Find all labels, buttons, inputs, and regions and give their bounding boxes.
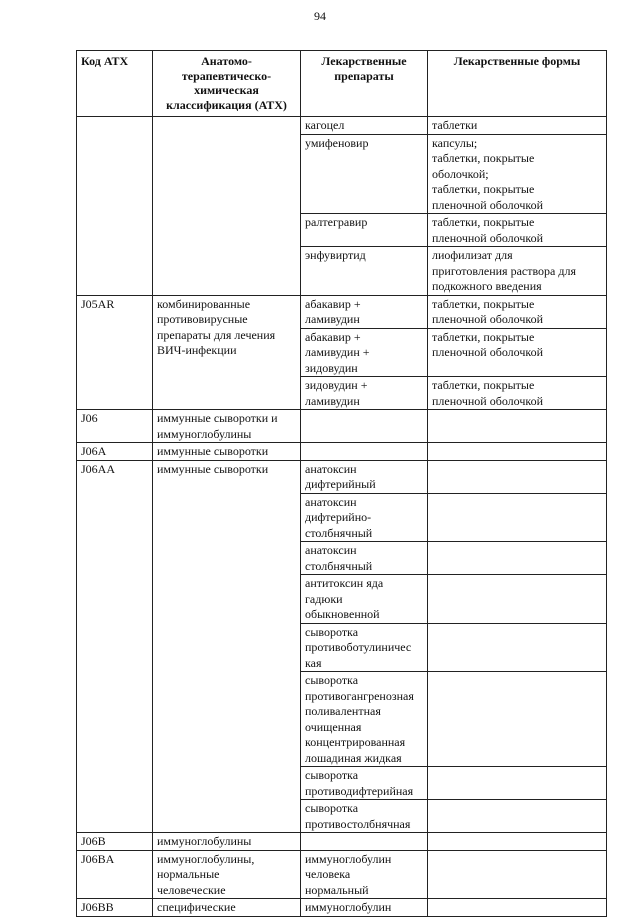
dosage-form-cell (428, 850, 607, 899)
header-drugs: Лекарственные препараты (301, 51, 428, 117)
dosage-form-cell: таблетки, покрытые пленочной оболочкой (428, 328, 607, 377)
dosage-form-cell: таблетки, покрытые пленочной оболочкой (428, 377, 607, 410)
dosage-form-cell (428, 833, 607, 851)
header-atc-code: Код АТХ (77, 51, 153, 117)
atc-classification-cell: иммуноглобулины, нормальные человеческие (153, 850, 301, 899)
drug-name-cell: сыворотка противодифтерийная (301, 767, 428, 800)
drug-name-cell: ралтегравир (301, 214, 428, 247)
dosage-form-cell (428, 800, 607, 833)
drug-name-cell: зидовудин + ламивудин (301, 377, 428, 410)
atc-classification-cell: иммуноглобулины (153, 833, 301, 851)
atc-code-cell: J05AR (77, 295, 153, 410)
dosage-form-cell (428, 575, 607, 624)
atc-classification-cell: комбинированные противовирусные препараты для лечения ВИЧ-инфекции (153, 295, 301, 410)
dosage-form-cell (428, 899, 607, 917)
table-row (77, 899, 607, 917)
atc-code-cell (77, 117, 153, 296)
drug-name-cell: энфувиртид (301, 247, 428, 296)
table-row (77, 460, 607, 493)
table-row (77, 443, 607, 461)
drug-name-cell: сыворотка противогангренозная поливалентная очищенная концентрированная лошадиная жидкая (301, 672, 428, 767)
drug-name-cell: абакавир + ламивудин (301, 295, 428, 328)
drug-name-cell: абакавир + ламивудин + зидовудин (301, 328, 428, 377)
table-row (77, 295, 607, 328)
atc-classification-cell (153, 117, 301, 296)
dosage-form-cell (428, 443, 607, 461)
table-row (77, 850, 607, 899)
dosage-form-cell: лиофилизат для приготовления раствора для подкожного введения (428, 247, 607, 296)
dosage-form-cell: таблетки (428, 117, 607, 135)
table-header-row (77, 51, 607, 117)
atc-code-cell: J06 (77, 410, 153, 443)
drug-name-cell (301, 833, 428, 851)
drug-name-cell: антитоксин яда гадюки обыкновенной (301, 575, 428, 624)
atc-classification-cell: специфические (153, 899, 301, 917)
atc-code-cell: J06B (77, 833, 153, 851)
dosage-form-cell (428, 767, 607, 800)
header-atc-classification: Анатомо- терапевтическо- химическая классификация (АТХ) (153, 51, 301, 117)
drug-name-cell: анатоксин дифтерийно- столбнячный (301, 493, 428, 542)
drug-name-cell: иммуноглобулин (301, 899, 428, 917)
drug-name-cell: кагоцел (301, 117, 428, 135)
drug-name-cell (301, 443, 428, 461)
atc-code-cell: J06BB (77, 899, 153, 917)
header-dosage-forms: Лекарственные формы (428, 51, 607, 117)
dosage-form-cell: таблетки, покрытые пленочной оболочкой (428, 295, 607, 328)
dosage-form-cell (428, 493, 607, 542)
atc-classification-cell: иммунные сыворотки и иммуноглобулины (153, 410, 301, 443)
dosage-form-cell (428, 410, 607, 443)
page-number: 94 (314, 9, 326, 23)
table-row (77, 833, 607, 851)
atc-code-cell: J06AA (77, 460, 153, 833)
dosage-form-cell (428, 460, 607, 493)
drug-name-cell: умифеновир (301, 134, 428, 214)
dosage-form-cell: капсулы; таблетки, покрытые оболочкой; таблетки, покрытые пленочной оболочкой (428, 134, 607, 214)
dosage-form-cell (428, 542, 607, 575)
atc-code-cell: J06BA (77, 850, 153, 899)
dosage-form-cell (428, 672, 607, 767)
table-row (77, 410, 607, 443)
dosage-form-cell (428, 623, 607, 672)
atc-code-cell: J06A (77, 443, 153, 461)
drug-name-cell: сыворотка противостолбнячная (301, 800, 428, 833)
dosage-form-cell: таблетки, покрытые пленочной оболочкой (428, 214, 607, 247)
drug-name-cell: анатоксин столбнячный (301, 542, 428, 575)
drug-name-cell (301, 410, 428, 443)
atc-classification-cell: иммунные сыворотки (153, 460, 301, 833)
atc-classification-cell: иммунные сыворотки (153, 443, 301, 461)
drug-name-cell: анатоксин дифтерийный (301, 460, 428, 493)
table-row (77, 117, 607, 135)
atc-drug-table (76, 50, 607, 917)
drug-name-cell: иммуноглобулин человека нормальный (301, 850, 428, 899)
drug-name-cell: сыворотка противоботулиничес кая (301, 623, 428, 672)
